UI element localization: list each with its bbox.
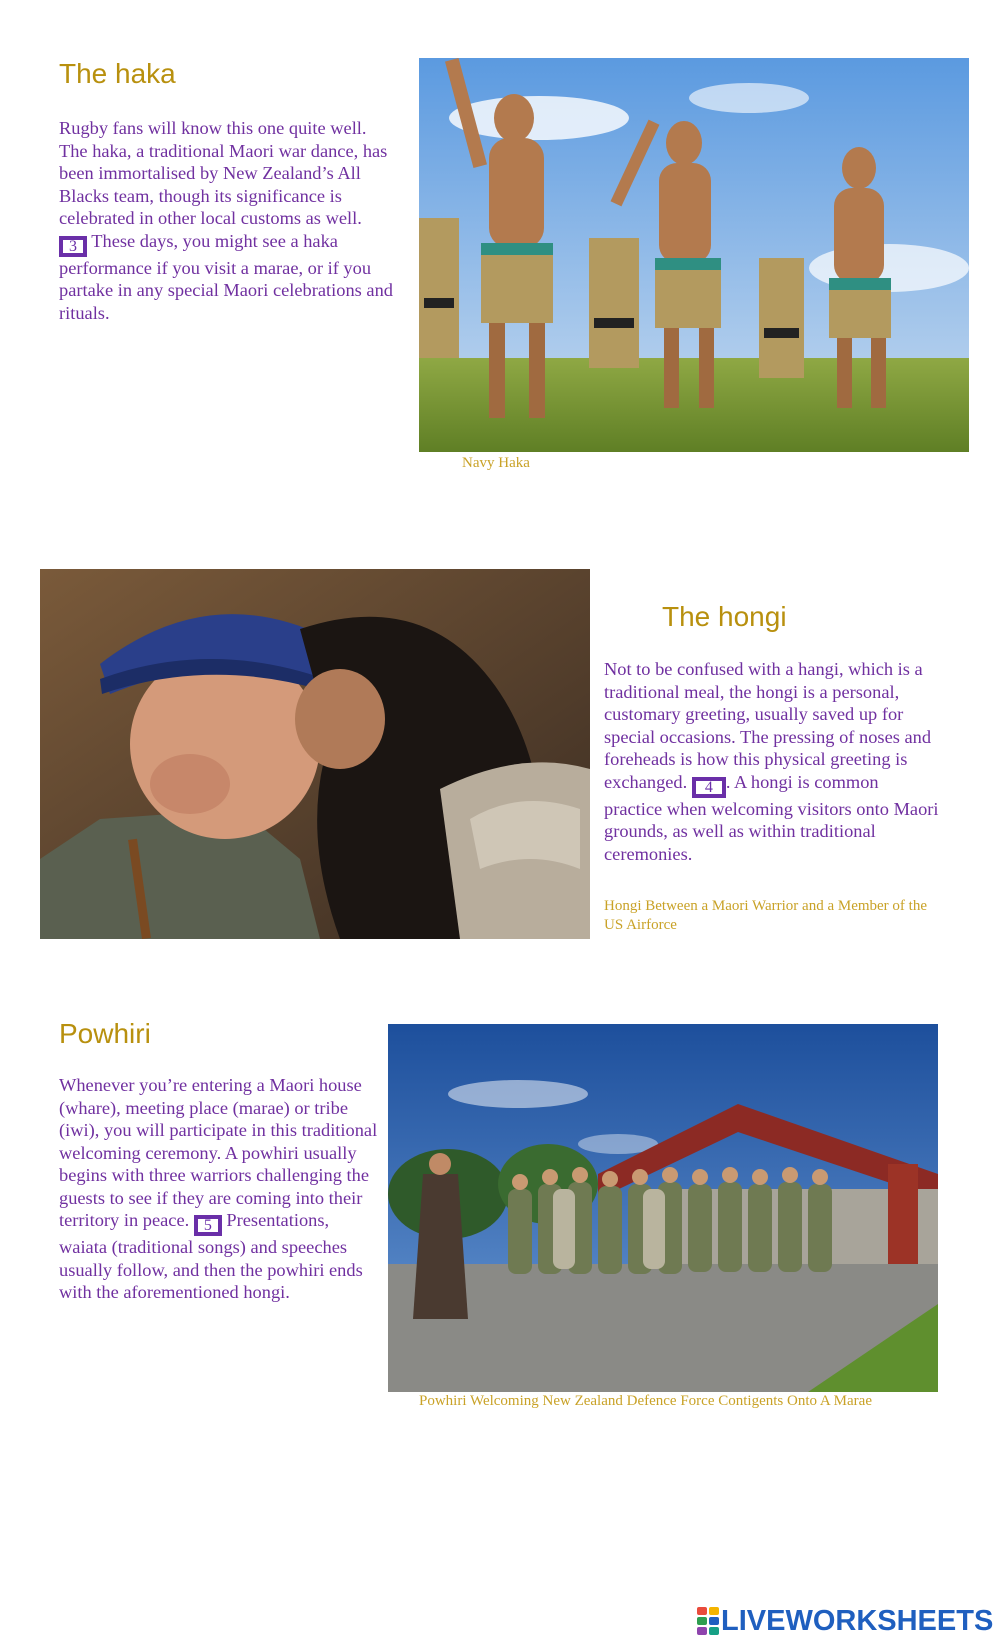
- hongi-text-before: Not to be confused with a hangi, which is a traditional meal, the hongi is a personal, customary greeting, usually saved up for special occasions. The pressing of noses and foreheads is how this physical greeting is exchanged.: [604, 659, 932, 792]
- logo-cell: [709, 1607, 719, 1615]
- hongi-caption: Hongi Between a Maori Warrior and a Member of the US Airforce: [604, 898, 927, 933]
- logo-cell: [709, 1617, 719, 1625]
- logo-cell: [697, 1617, 707, 1625]
- powhiri-paragraph: [59, 1074, 379, 1304]
- liveworksheets-logo[interactable]: [697, 1605, 993, 1637]
- hongi-photo: [40, 569, 590, 939]
- gap-5-field[interactable]: 5: [194, 1215, 222, 1236]
- powhiri-heading: Powhiri: [59, 1018, 151, 1049]
- logo-wordmark: LIVEWORKSHEETS: [721, 1604, 994, 1637]
- navy-haka-photo: [419, 58, 969, 452]
- hongi-paragraph: [604, 658, 939, 865]
- hongi-text-after: . A hongi is common practice when welcoming visitors onto Maori grounds, as well as within traditional ceremonies.: [604, 771, 939, 864]
- powhiri-photo: [388, 1024, 938, 1392]
- haka-heading: The haka: [59, 58, 176, 89]
- logo-mark-icon: [697, 1607, 719, 1635]
- powhiri-caption: Powhiri Welcoming New Zealand Defence Force Contigents Onto A Marae: [419, 1393, 872, 1409]
- gap-3-field[interactable]: 3: [59, 236, 87, 257]
- logo-cell: [697, 1627, 707, 1635]
- haka-text-before: Rugby fans will know this one quite well. The haka, a traditional Maori war dance, has been immortalised by New Zealand’s All Blacks team, though its significance is celebrated in other local customs as well.: [59, 118, 388, 228]
- gap-4-field[interactable]: 4: [692, 777, 726, 798]
- powhiri-text-after: Presentations, waiata (traditional songs) and speeches usually follow, and then the powhiri ends with the aforementioned hongi.: [59, 1210, 363, 1302]
- navy-haka-caption: Navy Haka: [462, 455, 530, 471]
- powhiri-text-before: Whenever you’re entering a Maori house (whare), meeting place (marae) or tribe (iwi), you will participate in this traditional welcoming ceremony. A powhiri usually begins with three warriors challenging the guests to see if they are coming into their territory in peace.: [59, 1075, 378, 1230]
- logo-cell: [709, 1627, 719, 1635]
- logo-cell: [697, 1607, 707, 1615]
- haka-paragraph: [59, 117, 394, 324]
- haka-text-after: These days, you might see a haka performance if you visit a marae, or if you partake in any special Maori celebrations and rituals.: [59, 230, 393, 323]
- hongi-heading: The hongi: [662, 601, 787, 632]
